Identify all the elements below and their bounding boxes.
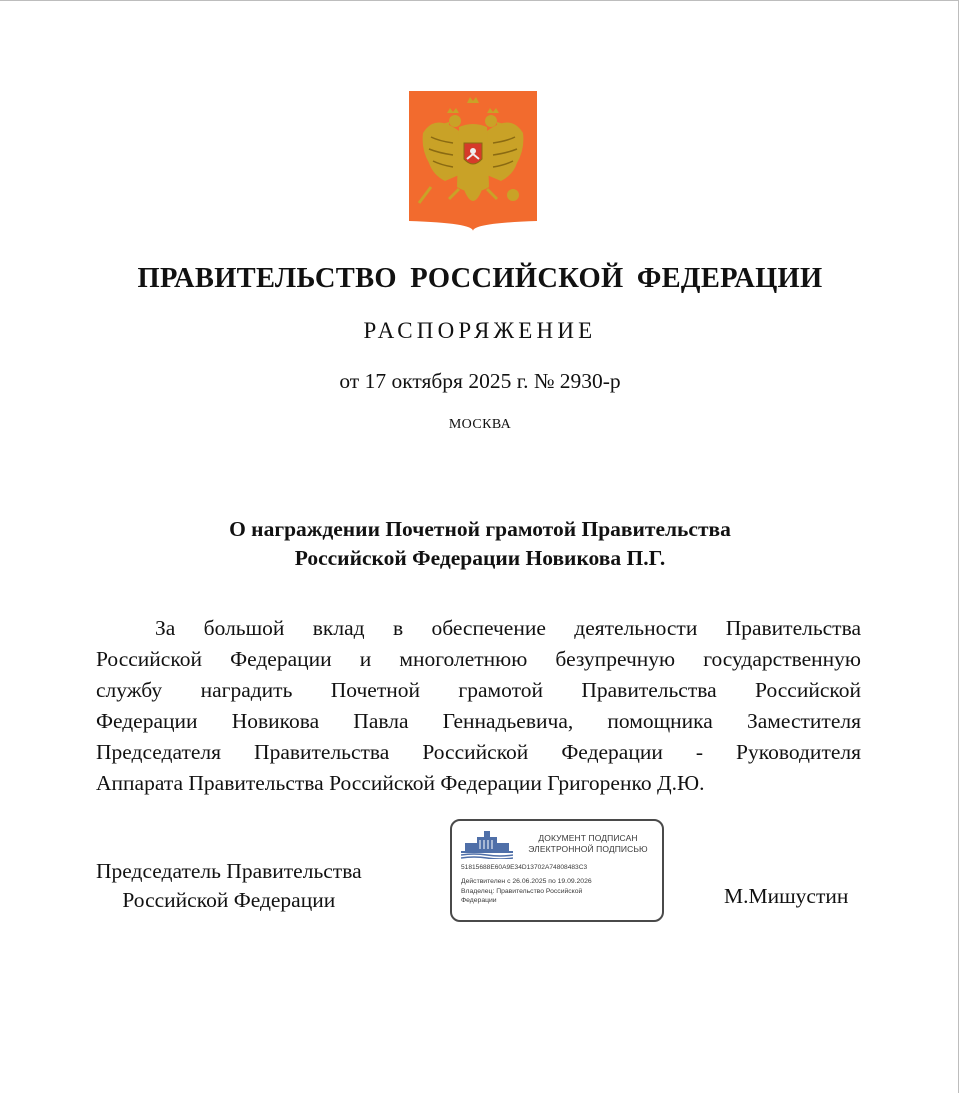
certificate-owner: Федерации <box>461 897 497 904</box>
signatory-position-line: Председатель Правительства <box>96 859 362 883</box>
document-type: РАСПОРЯЖЕНИЕ <box>363 318 597 343</box>
body-line: Аппарата Правительства Российской Федерации Григоренко Д.Ю. <box>96 771 705 795</box>
government-title: ПРАВИТЕЛЬСТВО РОССИЙСКОЙ ФЕДЕРАЦИИ <box>137 263 823 294</box>
signatory-name: М.Мишустин <box>724 884 849 908</box>
subject-line: О награждении Почетной грамотой Правительства <box>229 517 731 541</box>
signatory-position-line: Российской Федерации <box>122 888 336 912</box>
body-paragraph <box>96 613 861 799</box>
document-date-number: от 17 октября 2025 г. № 2930-р <box>339 369 621 393</box>
document-subject <box>0 515 960 573</box>
body-line: Российской Федерации и многолетнюю безупречную государственную <box>96 647 861 671</box>
certificate-details <box>461 877 592 906</box>
signatory-position <box>96 857 362 915</box>
body-line: Председателя Правительства Российской Федерации - Руководителя <box>96 740 861 764</box>
stamp-heading-line: ЭЛЕКТРОННОЙ ПОДПИСЬЮ <box>528 844 648 854</box>
government-building-icon <box>461 829 513 859</box>
certificate-serial: 51815688E60A9E34D13702A74808483C3 <box>461 864 588 871</box>
certificate-validity: Действителен с 26.06.2025 по 19.09.2026 <box>461 878 592 885</box>
city-name: МОСКВА <box>448 417 512 432</box>
electronic-signature-stamp <box>450 819 664 922</box>
stamp-heading <box>518 833 658 855</box>
body-line: службу наградить Почетной грамотой Правительства Российской <box>96 678 861 702</box>
body-line: Федерации Новикова Павла Геннадьевича, помощника Заместителя <box>96 709 861 733</box>
certificate-owner: Владелец: Правительство Российской <box>461 887 583 895</box>
subject-line: Российской Федерации Новикова П.Г. <box>294 546 666 570</box>
body-line: За большой вклад в обеспечение деятельности Правительства <box>155 616 861 640</box>
stamp-heading-line: ДОКУМЕНТ ПОДПИСАН <box>538 833 638 843</box>
coat-of-arms-icon <box>409 91 537 231</box>
